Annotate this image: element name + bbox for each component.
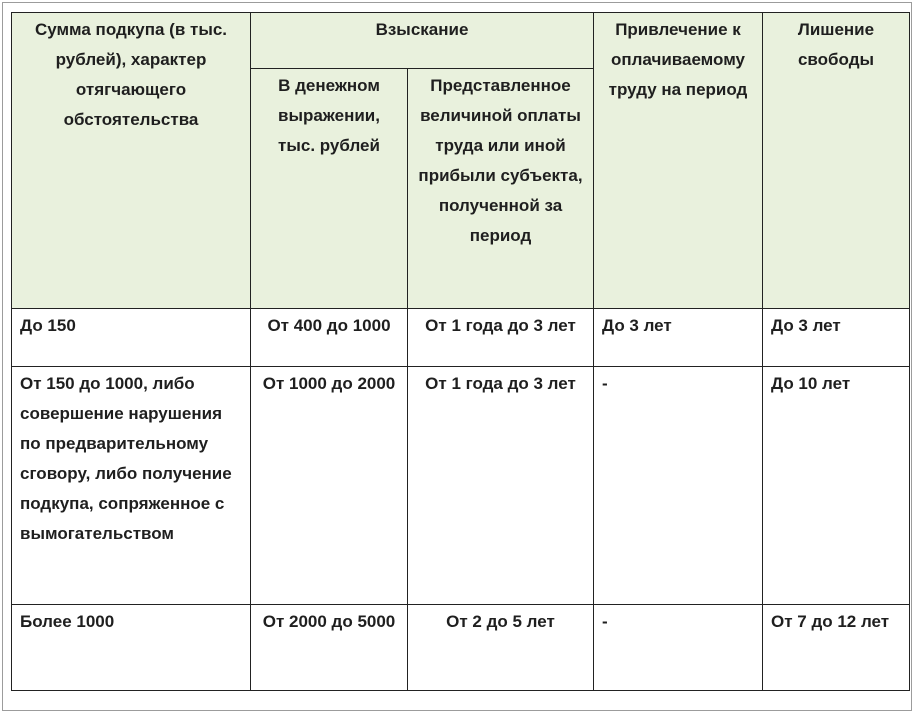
cell-money: От 2000 до 5000 [251,605,408,691]
table-row [12,309,910,367]
cell-salary: От 2 до 5 лет [408,605,594,691]
header-labor: Привлечение к оплачиваемому труду на период [594,13,763,309]
table-row [12,367,910,605]
cell-labor: - [594,367,763,605]
header-recovery-salary: Представленное величиной оплаты труда или иной прибыли субъекта, полученной за период [408,69,594,309]
table-row [12,605,910,691]
cell-prison: До 3 лет [763,309,910,367]
cell-prison: До 10 лет [763,367,910,605]
cell-amount: От 150 до 1000, либо совершение нарушения по предварительному сговору, либо получение подкупа, сопряженное с вымогательством [12,367,251,605]
header-recovery-money: В денежном выражении, тыс. рублей [251,69,408,309]
cell-salary: От 1 года до 3 лет [408,309,594,367]
cell-labor: - [594,605,763,691]
cell-money: От 1000 до 2000 [251,367,408,605]
cell-money: От 400 до 1000 [251,309,408,367]
header-amount: Сумма подкупа (в тыс. рублей), характер отягчающего обстоятельства [12,13,251,309]
cell-prison: От 7 до 12 лет [763,605,910,691]
cell-labor: До 3 лет [594,309,763,367]
header-recovery: Взыскание [251,13,594,69]
cell-salary: От 1 года до 3 лет [408,367,594,605]
cell-amount: Более 1000 [12,605,251,691]
header-prison: Лишение свободы [763,13,910,309]
cell-amount: До 150 [12,309,251,367]
penalty-table [11,12,910,691]
page-frame [2,2,912,711]
